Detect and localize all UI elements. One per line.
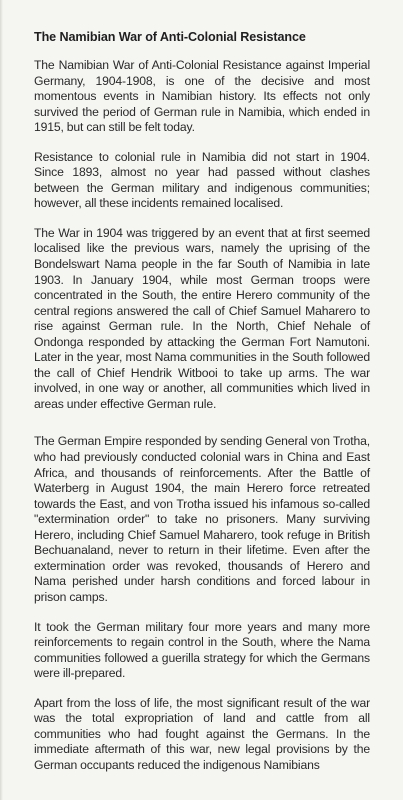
document-body <box>34 29 370 787</box>
paragraph-resistance: Resistance to colonial rule in Namibia did not start in 1904. Since 1893, almost no year had passed without clashes between the German military and indigenous communities; however, all these incidents remained localised. <box>34 149 370 211</box>
paragraph-intro: The Namibian War of Anti-Colonial Resistance against Imperial Germany, 1904-1908, is one of the decisive and most momentous events in Namibian history. Its effects not only survived the period of German rule in Namibia, which ended in 1915, but can still be felt today. <box>34 58 370 135</box>
paragraph-south-campaign: It took the German military four more years and many more reinforcements to regain control in the South, where the Nama communities followed a guerilla strategy for which the Germans were ill-prepared. <box>34 619 370 681</box>
document-title: The Namibian War of Anti-Colonial Resistance <box>34 30 306 44</box>
paragraph-expropriation: Apart from the loss of life, the most significant result of the war was the total expropriation of land and cattle from all communities who had fought against the Germans. In the immediate aftermath of this war, new legal provisions by the German occupants reduced the indigenous Namibians <box>34 695 370 772</box>
paragraph-war-1904: The War in 1904 was triggered by an event that at first seemed localised like the previous wars, namely the uprising of the Bondelswart Nama people in the far South of Namibia in late 1903. In January 1904, while most German troops were concentrated in the South, the entire Herero community of the central regions answered the call of Chief Samuel Maharero to rise against German rule. In the North, Chief Nehale of Ondonga responded by attacking the German Fort Namutoni. Later in the year, most Nama communities in the South followed the call of Chief Hendrik Witbooi to take up arms. The war involved, in one way or another, all communities which lived in areas under effective German rule. <box>34 225 370 411</box>
paragraph-german-response: The German Empire responded by sending General von Trotha, who had previously conducted colonial wars in China and East Africa, and thousands of reinforcements. After the Battle of Waterberg in August 1904, the main Herero force retreated towards the East, and von Trotha issued his infamous so-called "extermination order" to take no prisoners. Many surviving Herero, including Chief Samuel Maharero, took refuge in British Bechuanaland, never to return in their lifetime. Even after the extermination order was revoked, thousands of Herero and Nama perished under harsh conditions and forced labour in prison camps. <box>34 434 370 604</box>
